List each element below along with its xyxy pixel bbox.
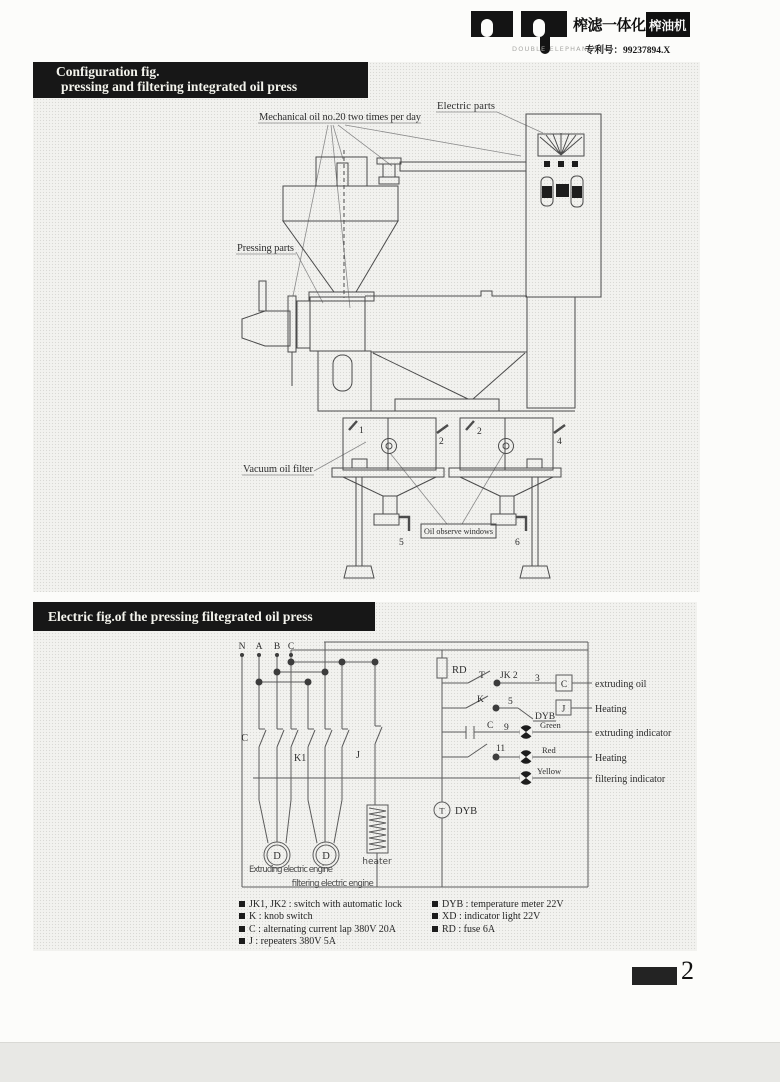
legend-item: JK1, JK2 : switch with automatic lock — [239, 899, 434, 911]
terminal-B: B — [273, 642, 281, 652]
label-pressing-parts: Pressing parts — [237, 243, 294, 254]
label-electric-parts: Electric parts — [437, 101, 495, 112]
press-cage — [310, 297, 365, 351]
brand-name-cn: 榨滤一体化 — [573, 18, 646, 34]
bullet-square-icon — [432, 913, 438, 919]
terminal-A: A — [255, 642, 263, 652]
legend-item: DYB : temperature meter 22V — [432, 899, 672, 911]
legend-item: XD : indicator light 22V — [432, 911, 672, 923]
row3-contact: C — [487, 721, 494, 731]
oil-faucet — [399, 517, 409, 531]
heater-symbol — [367, 805, 388, 853]
legend-item: RD : fuse 6A — [432, 924, 672, 936]
bullet-square-icon — [239, 901, 245, 907]
bullet-square-icon — [432, 926, 438, 932]
svg-text:D: D — [273, 851, 281, 862]
part-number-3: 2 — [477, 427, 482, 437]
figure1-panel — [33, 62, 700, 592]
vacuum-filter-tank-right — [449, 418, 565, 578]
phase-group-label: C — [241, 733, 248, 744]
legend-item: J : repeaters 380V 5A — [239, 936, 434, 948]
row1-switch: JK 2 — [500, 671, 518, 681]
electric-control-panel — [526, 114, 601, 297]
part-number-2: 2 — [439, 437, 444, 447]
brand-name-en: DOUBLE ELEPHANTS — [512, 45, 599, 53]
bullet-square-icon — [432, 901, 438, 907]
meter-label: DYB — [455, 806, 478, 817]
machine-diagram — [33, 62, 700, 592]
row2-label: Heating — [595, 704, 627, 715]
row1-device: C — [560, 680, 568, 690]
figure1-title-line1: Configuration fig. — [56, 64, 160, 79]
press-machine-body — [242, 150, 575, 411]
row2-node: 5 — [508, 697, 513, 707]
terminal-C: C — [287, 642, 295, 652]
row1-node: 3 — [535, 674, 540, 684]
part-number-5: 5 — [399, 538, 404, 548]
row5-lamp-color: Yellow — [537, 766, 562, 776]
brand-name-boxed: 榨油机 — [646, 12, 690, 37]
bullet-square-icon — [239, 926, 245, 932]
legend-item: C : alternating current lap 380V 20A — [239, 924, 434, 936]
svg-text:D: D — [322, 851, 330, 862]
figure1-title-line2: pressing and filtering integrated oil press — [61, 79, 298, 94]
legend-right-column — [432, 899, 672, 936]
brand-logo — [470, 8, 730, 60]
label-mechanical-oil: Mechanical oil no.20 two times per day — [259, 112, 421, 123]
row2-tag: DYB — [535, 712, 556, 722]
row4-lamp-color: Red — [542, 745, 556, 755]
figure2-title: Electric fig.of the pressing filtegrated oil press — [48, 609, 313, 624]
part-number-6: 6 — [515, 538, 520, 548]
part-number-1: 1 — [359, 426, 364, 436]
meter-symbol: T — [439, 805, 445, 816]
press-nozzle — [242, 311, 290, 346]
hopper-funnel — [283, 221, 398, 292]
page-number-block — [632, 967, 677, 985]
row1-label: extruding oil — [595, 679, 647, 690]
bullet-square-icon — [239, 938, 245, 944]
label-oil-observe-windows: Oil observe windows — [424, 526, 493, 536]
row2-contact: K — [477, 695, 484, 705]
row4-label: Heating — [595, 753, 627, 764]
contactor-label: K1 — [294, 753, 307, 764]
row1-contact: T — [479, 671, 485, 681]
legend-item: K : knob switch — [239, 911, 434, 923]
bullet-square-icon — [239, 913, 245, 919]
oil-window — [499, 439, 514, 454]
page-number: 2 — [681, 956, 694, 985]
row5-label: filtering indicator — [595, 774, 666, 785]
fuse-label: RD — [452, 665, 467, 676]
row3-lamp-color: Green — [540, 720, 561, 730]
scan-bottom-shadow — [0, 1042, 780, 1082]
legend-left-column — [239, 899, 434, 948]
vacuum-filter-tank-left — [332, 418, 448, 578]
figure2-panel — [33, 602, 697, 951]
oil-window — [382, 439, 397, 454]
oil-faucet — [516, 517, 526, 531]
heater-label: heater — [362, 857, 392, 867]
row3-label: extruding indicator — [595, 728, 672, 739]
indicator-lamps — [519, 725, 533, 785]
row2-device: J — [561, 704, 566, 715]
part-number-4: 4 — [557, 437, 562, 447]
leader-lines — [236, 112, 543, 524]
terminal-N: N — [238, 642, 246, 652]
engine1-label: Extruding electric engine — [249, 865, 333, 875]
patent-number: 专利号：99237894.X — [585, 46, 671, 56]
row3-node: 9 — [504, 723, 509, 733]
fuse-symbol — [437, 658, 447, 678]
engine2-label: filtering electric engine — [291, 879, 374, 889]
row4-node: 11 — [496, 744, 506, 754]
label-vacuum-oil-filter: Vacuum oil filter — [243, 464, 313, 475]
relay-contact-label: J — [356, 750, 360, 761]
